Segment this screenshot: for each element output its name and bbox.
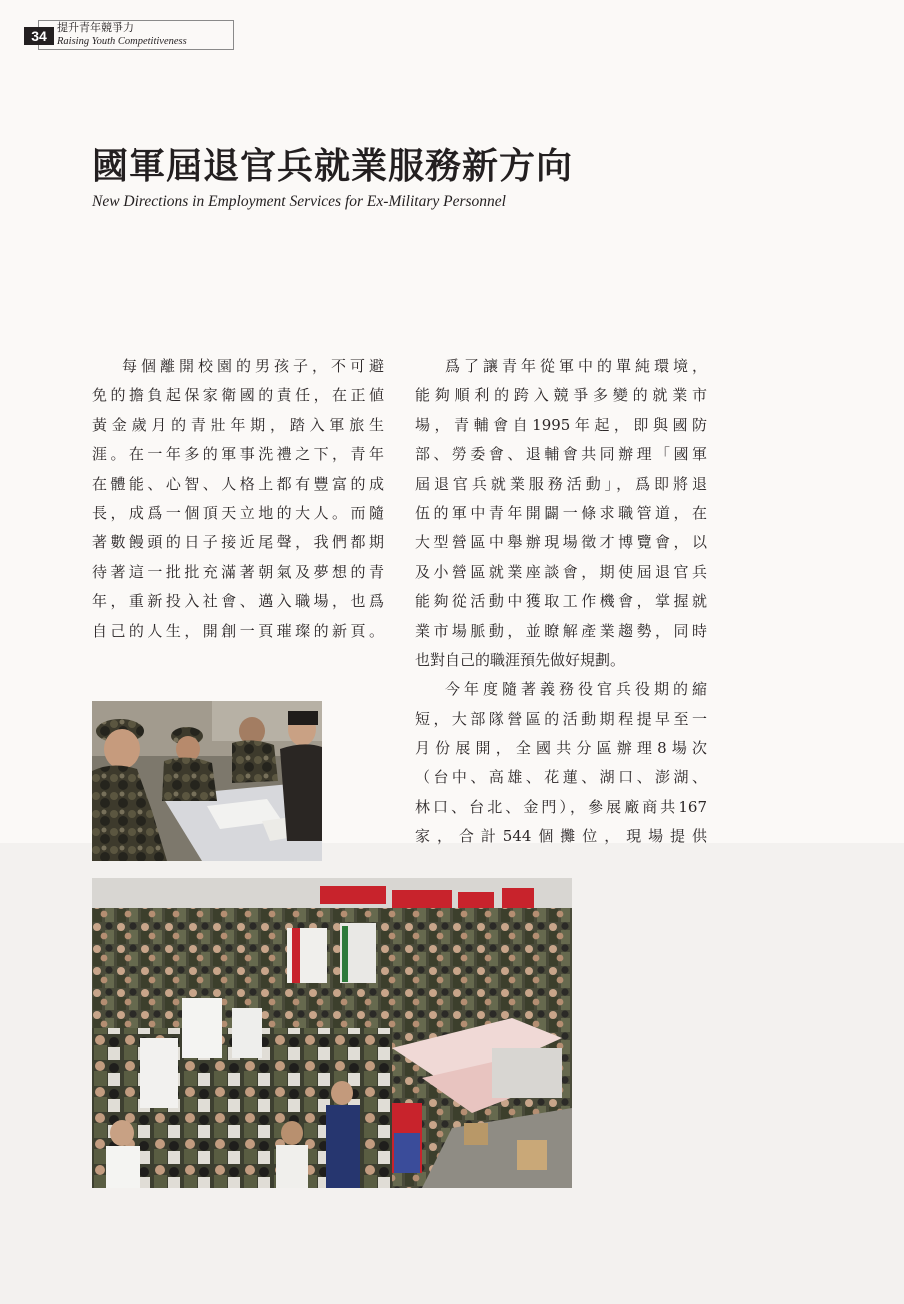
photo-job-fair-crowd [92,878,572,1188]
text-line: 年，重新投入社會、邁入職場，也爲 [92,592,384,611]
text-line: 免的擔負起保家衛國的責任，在正値 [92,386,384,405]
text-line: 今年度隨著義務役官兵役期的縮 [445,680,707,699]
text-line: 屆退官兵就業服務活動」，爲即將退 [415,474,707,493]
text-line: 大型營區中舉辦現場徵才博覽會，以 [415,533,707,552]
text-line: 伍的軍中青年開闢一條求職管道，在 [415,503,707,522]
text-line: 長，成爲一個頂天立地的大人。而隨 [92,503,384,522]
text-line: 能夠從活動中獲取工作機會，掌握就 [415,592,707,611]
text-line: 也對自己的職涯預先做好規劃。 [415,650,626,669]
article-title-en: New Directions in Employment Services for Ex-Military Personnel [92,193,506,210]
text-line: 涯。在一年多的軍事洗禮之下，青年 [92,445,384,464]
page-number: 34 [24,27,54,45]
running-header-title-zh: 提升青年競爭力 [57,21,134,34]
text-line: 爲了讓青年從軍中的單純環境， [445,357,707,375]
running-header-title-en: Raising Youth Competitiveness [57,36,187,47]
text-line: 待著這一批批充滿著朝氣及夢想的青 [92,562,384,581]
text-line: 黃金歲月的青壯年期，踏入軍旅生 [92,415,384,434]
text-line: 每個離開校園的男孩子，不可避 [122,357,384,375]
text-line: 部、勞委會、退輔會共同辦理「國軍 [415,445,707,464]
text-line: 在體能、心智、人格上都有豐富的成 [92,474,384,493]
photo-soldiers-filling-forms [92,701,322,861]
text-line: 家，合計544個攤位，現場提供 [415,827,707,846]
text-line: 能夠順利的跨入競爭多變的就業市 [415,386,707,405]
article-title-zh: 國軍屆退官兵就業服務新方向 [92,145,574,187]
text-line: 場，青輔會自1995年起，即與國防 [415,415,707,434]
body-column-2 [415,352,707,852]
text-line: 著數饅頭的日子接近尾聲，我們都期 [92,533,384,552]
body-column-1 [92,352,384,646]
text-line: 短，大部隊營區的活動期程提早至一 [415,709,707,728]
text-line: 及小營區就業座談會，期使屆退官兵 [415,562,707,581]
text-line: （台中、高雄、花蓮、湖口、澎湖、 [415,768,707,787]
text-line: 自己的人生，開創一頁璀璨的新頁。 [92,621,384,640]
text-line: 林口、台北、金門），參展廠商共167 [415,797,707,816]
text-line: 業市場脈動，並瞭解產業趨勢，同時 [415,621,707,640]
text-line: 月份展開，全國共分區辦理8場次 [415,739,707,758]
